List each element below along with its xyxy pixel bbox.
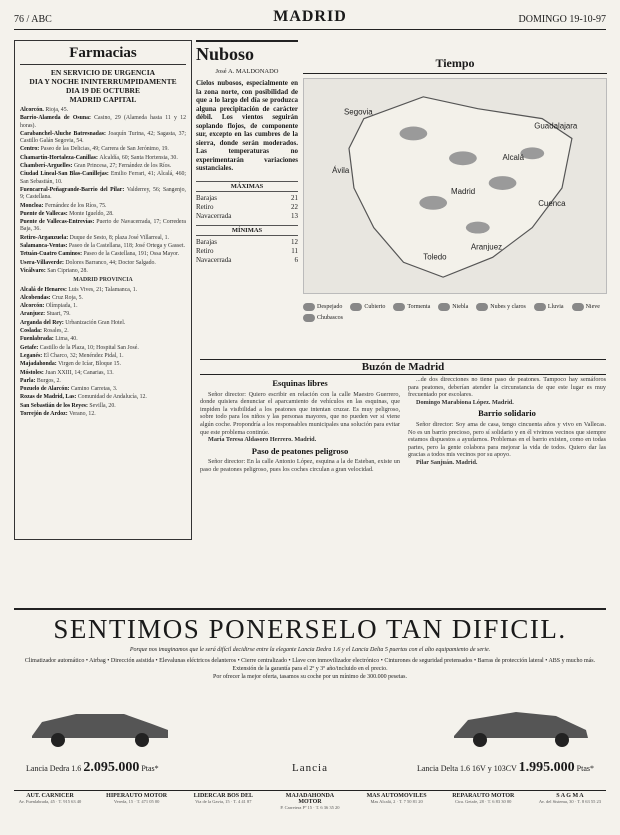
heading-line: EN SERVICIO DE URGENCIA	[50, 68, 156, 77]
legend-item	[438, 303, 468, 311]
pharmacy-entry	[20, 187, 186, 202]
letter-text: Señor director: Quiero escribir en relación con la calle Maestro Guerrero, donde quisiera denunciar el aparcamiento de vehículos en las esquinas, que impiden la visibilidad a los peatones que intentan cruzar. Es muy peligroso, sobre todo para los niños y las personas mayores, que no pueden ver si viene algún coche. Propondría a los responsables municipales una solución para evitar que este problema continúe.	[200, 390, 400, 436]
pharmacy-area: Retiro-Arganzuela:	[20, 234, 70, 241]
pharmacy-address: Luis Vives, 21; Talamanca, 1.	[68, 286, 138, 293]
legend-item	[303, 303, 342, 311]
price-left-label: Lancia Dedra 1.6	[26, 764, 82, 773]
weather-symbol-icon	[534, 303, 546, 311]
pharmacy-area: Usera-Villaverde:	[20, 259, 66, 266]
map-place-label: Segovia	[344, 107, 373, 117]
dealer	[14, 793, 86, 830]
pharmacy-entry	[20, 107, 186, 114]
pharmacy-address: Joaquín Turina, 42; Sagasta, 37; Castillo Galán Segovia, 54.	[20, 130, 186, 145]
hatchback-car-icon	[446, 700, 596, 750]
pharmacy-address: Lima, 40.	[55, 336, 78, 343]
pharmacy-address: Casino, 29 (Alameda hasta 11 y 12 horas).	[20, 115, 186, 129]
guarantee-text: Extensión de la garantía para el 2º y 3º año/incluido en el precio.	[232, 666, 388, 672]
pharmacy-area: Majadahonda:	[20, 361, 59, 368]
dealer-info: Av. del Sistema, 30 · T. 8 63 55 23	[538, 799, 602, 804]
dealer-list	[14, 790, 606, 830]
pharmacy-entry	[20, 115, 186, 130]
forecast-title: Nuboso	[196, 40, 298, 65]
pharmacies-heading	[20, 68, 186, 104]
legend-item	[534, 303, 564, 311]
section-title: MADRID	[273, 8, 347, 25]
pharmacy-entry	[20, 211, 186, 218]
pharmacy-entry	[20, 311, 186, 318]
map-legend	[303, 303, 607, 322]
temperature-place: Navacerrada	[196, 255, 232, 264]
map-place-label: Alcalá	[502, 153, 525, 163]
pharmacy-area: Parla:	[20, 377, 37, 384]
price-left-value: 2.095.000	[83, 760, 140, 775]
pharmacy-entry	[20, 336, 186, 343]
temperature-row	[196, 203, 298, 212]
pharmacy-area: Salamanca-Ventas:	[20, 243, 69, 250]
pharmacy-entry	[20, 386, 186, 393]
dealer-info: Av. Fuenlabrada, 45 · T. 915 63 40	[18, 799, 82, 804]
ad-features	[14, 657, 606, 681]
letter-signature: Domingo Marabiona López. Madrid.	[416, 398, 514, 406]
pharmacy-area: Vicálvaro:	[20, 267, 48, 274]
pharmacy-address: Puerto de Navacerrada, 17; Corredera Baja, 36.	[20, 219, 187, 233]
ad-subline: Porque nos imaginamos que le será difícil decidirse entre la elegante Lancia Dedra 1.6 y el Lancia Delta 5 puertas con el alto equipamiento de serie.	[129, 647, 491, 653]
lancia-advertisement	[14, 608, 606, 788]
weather-symbol-icon	[303, 303, 315, 311]
price-right-label: Lancia Delta 1.6 16V y 103CV	[416, 764, 517, 773]
pharmacy-entry	[20, 378, 186, 385]
map-place-label: Madrid	[451, 186, 476, 196]
dealer-name: REPARAUTO MOTOR	[452, 793, 515, 799]
pharmacy-entry	[20, 353, 186, 360]
pharmacy-address: Olímpiada, 1.	[45, 303, 78, 310]
pharmacy-address: Valderrey, 56; Sangenjo, 9; Castellana.	[20, 186, 186, 201]
pharmacy-area: Fuencarral-Peñagrande-Barrio del Pilar:	[20, 186, 127, 193]
dealer	[274, 793, 346, 830]
legend-label: Nubes y claros	[490, 304, 526, 310]
temperature-row	[196, 256, 298, 265]
pharmacy-area: San Sebastián de los Reyes:	[20, 402, 90, 409]
pharmacy-entry	[20, 268, 186, 275]
pharmacy-address: Urbanización Gran Hotel.	[65, 319, 126, 326]
temperature-row	[196, 238, 298, 247]
pharmacy-area: Móstoles:	[20, 369, 46, 376]
pharmacies-title: Farmacias	[20, 45, 186, 65]
heading-line: MADRID CAPITAL	[69, 95, 137, 104]
buzon-title: Buzón de Madrid	[200, 359, 606, 375]
pharmacy-entry	[20, 328, 186, 335]
pharmacy-address: Rioja, 45.	[45, 107, 69, 113]
map-place-label: Aranjuez	[470, 242, 503, 252]
dealer-name: MAJADAHONDA MOTOR	[285, 793, 335, 805]
legend-label: Nieve	[585, 304, 600, 310]
temperature-place: Navacerrada	[196, 211, 232, 220]
pharmacy-address: Sevilla, 20.	[89, 402, 116, 409]
forecast-text: Cielos nubosos, especialmente en la zona norte, con posibilidad de que a lo largo del día se produzca alguna precipitación de carácter débil. Los vientos seguirán soplando flojos, de componente sur, excepto en las cumbres de la sierra, donde serán moderados. Las temperaturas no experimentarán variaciones sustanciales.	[196, 79, 298, 172]
pharmacy-address: Juan XXIII, 14; Canarias, 13.	[45, 369, 114, 376]
pharmacy-entry	[20, 146, 186, 153]
dealer-name: HIPERAUTO MOTOR	[106, 793, 168, 799]
letter-text: Señor director: Soy ama de casa, tengo cincuenta años y vivo en Vallecas. No es un barrio precioso, pero sí solidario y en él vivimos vecinos que siempre estamos dispuestos a ayudarnos. Problemas en el barrio existen, como en todas partes, pero la gente colabora para mejorar la vida de todos. Quiero dar las gracias a todos mis vecinos por su apoyo.	[408, 420, 606, 459]
currency: Ptas*	[141, 764, 159, 773]
weather-map-title: Tiempo	[303, 56, 607, 74]
letter-title: Barrio solidario	[478, 408, 536, 419]
currency: Ptas*	[576, 764, 594, 773]
pharmacy-area: Ciudad Lineal-San Blas-Canillejas:	[20, 171, 111, 178]
weather-symbol-icon	[438, 303, 450, 311]
dealer-info: Via de la Gavia, 15 · T. 4 41 87	[195, 799, 252, 804]
sedan-car-icon	[24, 700, 174, 750]
features-text: Climatizador automático • Airbag • Dirección asistida • Elevalunas eléctricos delanteros • Cierre centralizado • Llave con inmovilizador electrónico • Cinturones de seguridad pretensados • Barras de protección lateral • ABS y mucho más.	[24, 658, 596, 664]
temperature-value: 13	[291, 211, 298, 220]
pharmacy-area: Alcalá de Henares:	[20, 286, 69, 293]
dealer	[187, 793, 259, 830]
page-date: DOMINGO 19-10-97	[518, 14, 606, 25]
pharmacy-area: Alcorcón:	[20, 303, 46, 310]
min-title: MÍNIMAS	[196, 225, 298, 236]
pharmacy-entry	[20, 394, 186, 401]
legend-item	[393, 303, 430, 311]
legend-item	[303, 314, 343, 322]
pharmacy-entry	[20, 219, 186, 234]
temperature-row	[196, 212, 298, 221]
pharmacy-entry	[20, 171, 186, 186]
pharmacy-area: Carabanchel-Aluche Batresnadas:	[20, 130, 109, 137]
temperature-value: 11	[291, 246, 298, 255]
pharmacy-address: Camino Carretas, 3.	[70, 386, 118, 393]
letter-title: Esquinas libres	[272, 378, 328, 388]
pharmacy-entry	[20, 295, 186, 302]
pharmacy-entry	[20, 235, 186, 242]
dealer-name: AUT. CARNICER	[26, 793, 74, 799]
pharmacy-address: Duque de Sesto, 8; plaza José Villarreal, 1.	[69, 234, 169, 241]
dealer-info: Ctra. Getafe, 28 · T. 6 83 30 00	[455, 799, 512, 804]
pharmacy-area: Coslada:	[20, 328, 44, 335]
price-right	[417, 760, 594, 776]
pharmacy-area: Alcorcón.	[20, 107, 46, 113]
pharmacy-address: Virgen de Icíar, Bloque 15.	[58, 361, 121, 368]
temperature-row	[196, 247, 298, 256]
heading-line: DIA 19 DE OCTUBRE	[66, 86, 140, 95]
pharmacy-area: Leganés:	[20, 352, 44, 359]
dealer-name: MAS AUTOMOVILES	[366, 793, 427, 799]
pharmacy-entry	[20, 131, 186, 146]
pharmacy-area: Chamberí-Arguelles:	[20, 163, 74, 170]
pharmacy-address: Monte Igueldo, 28.	[69, 210, 114, 217]
pharmacy-address: El Charco, 32; Menéndez Pidal, 1.	[43, 352, 124, 359]
pharmacy-address: Alcaldía, 60; Santa Hortensia, 30.	[99, 154, 178, 161]
temperature-place: Barajas	[196, 237, 217, 246]
pharmacy-entry	[20, 251, 186, 258]
pharmacy-entry	[20, 303, 186, 310]
province-title: MADRID PROVINCIA	[73, 277, 133, 284]
pharmacy-address: San Cipriano, 28.	[47, 267, 88, 274]
temperature-value: 22	[291, 202, 298, 211]
pharmacy-area: Alcobendas:	[20, 294, 53, 301]
map-place-label: Ávila	[332, 166, 350, 176]
pharmacy-area: Arganda del Rey:	[20, 319, 66, 326]
pharmacies-column	[14, 40, 192, 540]
pharmacy-address: Paseo de la Castellana, 191; Ossa Mayor.	[83, 251, 180, 258]
letters-column-right	[408, 376, 606, 604]
forecast-author: José A. MALDONADO	[215, 68, 279, 75]
map-place-label: Toledo	[423, 252, 447, 262]
legend-label: Chubascos	[317, 315, 343, 321]
legend-label: Tormenta	[407, 304, 431, 310]
legend-label: Despejado	[317, 304, 343, 310]
pharmacy-area: Barrio-Alameda de Osuna:	[20, 115, 95, 122]
pharmacy-address: Burgos, 2.	[36, 377, 61, 384]
pharmacy-area: Getafe:	[20, 344, 40, 351]
pharmacy-entry	[20, 320, 186, 327]
pharmacy-address: Fernández de los Ríos, 75.	[44, 202, 107, 209]
pharmacy-address: Gran Princesa, 27; Fernández de los Ríos.	[73, 163, 172, 170]
dealer	[101, 793, 173, 830]
temperature-place: Retiro	[196, 246, 214, 255]
weather-symbol-icon	[476, 303, 488, 311]
pharmacy-area: Tetuán-Cuatro Caminos:	[20, 251, 84, 258]
temperature-value: 21	[291, 193, 298, 202]
pharmacy-area: Rozas de Madrid, Las:	[20, 394, 78, 401]
pharmacy-entry	[20, 403, 186, 410]
dealer	[361, 793, 433, 830]
pharmacy-area: Aranjuez:	[20, 311, 47, 318]
temperature-place: Barajas	[196, 193, 217, 202]
pharmacy-area: Chamartín-Hortaleza-Canillas:	[20, 154, 100, 161]
page-header	[14, 8, 606, 30]
weather-symbol-icon	[393, 303, 405, 311]
pharmacy-area: Puente de Vallecas:	[20, 210, 70, 217]
weather-map-section	[303, 56, 607, 356]
pharmacy-area: Moncloa:	[20, 202, 45, 209]
pharmacy-area: Centro:	[20, 146, 41, 153]
pharmacy-entry	[20, 203, 186, 210]
pharmacy-list	[20, 107, 186, 418]
letter-signature: Pilar Sanjuán. Madrid.	[416, 458, 478, 466]
pharmacy-address: Castillo de la Plaza, 10; Hospital San José.	[39, 344, 139, 351]
pharmacy-entry	[20, 287, 186, 294]
pharmacy-entry	[20, 155, 186, 162]
weather-map	[303, 78, 607, 294]
pharmacy-entry	[20, 260, 186, 267]
pharmacy-address: Stuart, 79.	[46, 311, 71, 318]
weather-symbol-icon	[350, 303, 362, 311]
temperature-row	[196, 194, 298, 203]
page-number: 76 / ABC	[14, 14, 52, 25]
ad-headline: SENTIMOS PONERSELO TAN DIFICIL.	[53, 614, 567, 644]
pharmacy-address: Emilio Ferrari, 41; Alcalá, 460; San Sebastián, 10.	[20, 171, 186, 185]
legend-label: Cubierto	[364, 304, 386, 310]
letter-title: Paso de peatones peligroso	[251, 445, 349, 456]
legend-item	[572, 303, 600, 311]
temperature-place: Retiro	[196, 202, 214, 211]
heading-line: DIA Y NOCHE ININTERRUMPIDAMENTE	[29, 77, 177, 86]
letter-text: ...de dos direcciones no tiene paso de peatones. Tampoco hay semáforos para peatones, deberían atender la circunstancia de que este lugar es muy frecuentado por escolares.	[408, 376, 606, 399]
pharmacy-entry	[20, 163, 186, 170]
pharmacy-area: Pozuelo de Alarcón:	[20, 386, 71, 393]
legend-item	[476, 303, 526, 311]
dealer-info: Vereda, 15 · T. 471 05 00	[113, 799, 160, 804]
dealer-info: Mas Alcalá, 2 · T. 7 50 81 20	[370, 799, 423, 804]
dealer	[534, 793, 606, 830]
weather-symbol-icon	[303, 314, 315, 322]
pharmacy-address: Dolores Barranco, 44; Doctor Salgado.	[65, 259, 156, 266]
weather-symbol-icon	[572, 303, 584, 311]
pharmacy-entry	[20, 370, 186, 377]
map-place-label: Guadalajara	[534, 121, 578, 131]
temperature-value: 6	[294, 255, 298, 264]
letter-text: Señor director: En la calle Antonio López, esquina a la de Esteban, existe un paso de peatones peligroso, pues los coches circulan a gran velocidad.	[200, 458, 400, 473]
pharmacy-area: Puente de Vallecas-Entrevías:	[20, 219, 97, 226]
brand-logo: Lancia	[292, 762, 328, 774]
pharmacy-entry	[20, 361, 186, 368]
dealer-name: LIDERCAR BOS DEL	[193, 793, 253, 799]
pharmacy-entry	[20, 411, 186, 418]
dealer-name: S A G M A	[556, 793, 584, 799]
offer-text: Por ofrecer la mejor oferta, tasamos su coche por un mínimo de 300.000 pesetas.	[213, 674, 407, 680]
dealer	[447, 793, 519, 830]
letter-signature: María Teresa Aldasoro Herrero. Madrid.	[208, 436, 317, 444]
pharmacy-area: Torrejón de Ardoz:	[20, 410, 70, 417]
pharmacy-address: Verano, 12.	[69, 410, 96, 417]
temperature-value: 12	[291, 237, 298, 246]
letters-column-left	[200, 376, 400, 604]
weather-forecast	[196, 40, 298, 350]
pharmacy-address: Paseo de la Castellana, 118; José Ortega y Gasset.	[68, 243, 185, 250]
map-place-label: Cuenca	[538, 198, 566, 208]
temperatures	[196, 181, 298, 265]
pharmacy-entry	[20, 243, 186, 250]
dealer-info: P. Carretera Pº 15 · T. 6 36 35 20	[280, 805, 340, 810]
legend-label: Niebla	[452, 304, 469, 310]
max-title: MÁXIMAS	[196, 181, 298, 192]
price-right-value: 1.995.000	[518, 760, 575, 775]
pharmacy-address: Comunidad de Andalucía, 12.	[77, 394, 147, 401]
pharmacy-address: Paseo de las Delicias, 49; Carrera de San Jerónimo, 19.	[40, 146, 169, 153]
pharmacy-address: Rosales, 2.	[43, 328, 69, 335]
pharmacy-entry	[20, 345, 186, 352]
legend-item	[350, 303, 385, 311]
pharmacy-address: Cruz Roja, 5.	[52, 294, 83, 301]
pharmacy-area: Fuenlabrada:	[20, 336, 56, 343]
legend-label: Lluvia	[547, 304, 564, 310]
